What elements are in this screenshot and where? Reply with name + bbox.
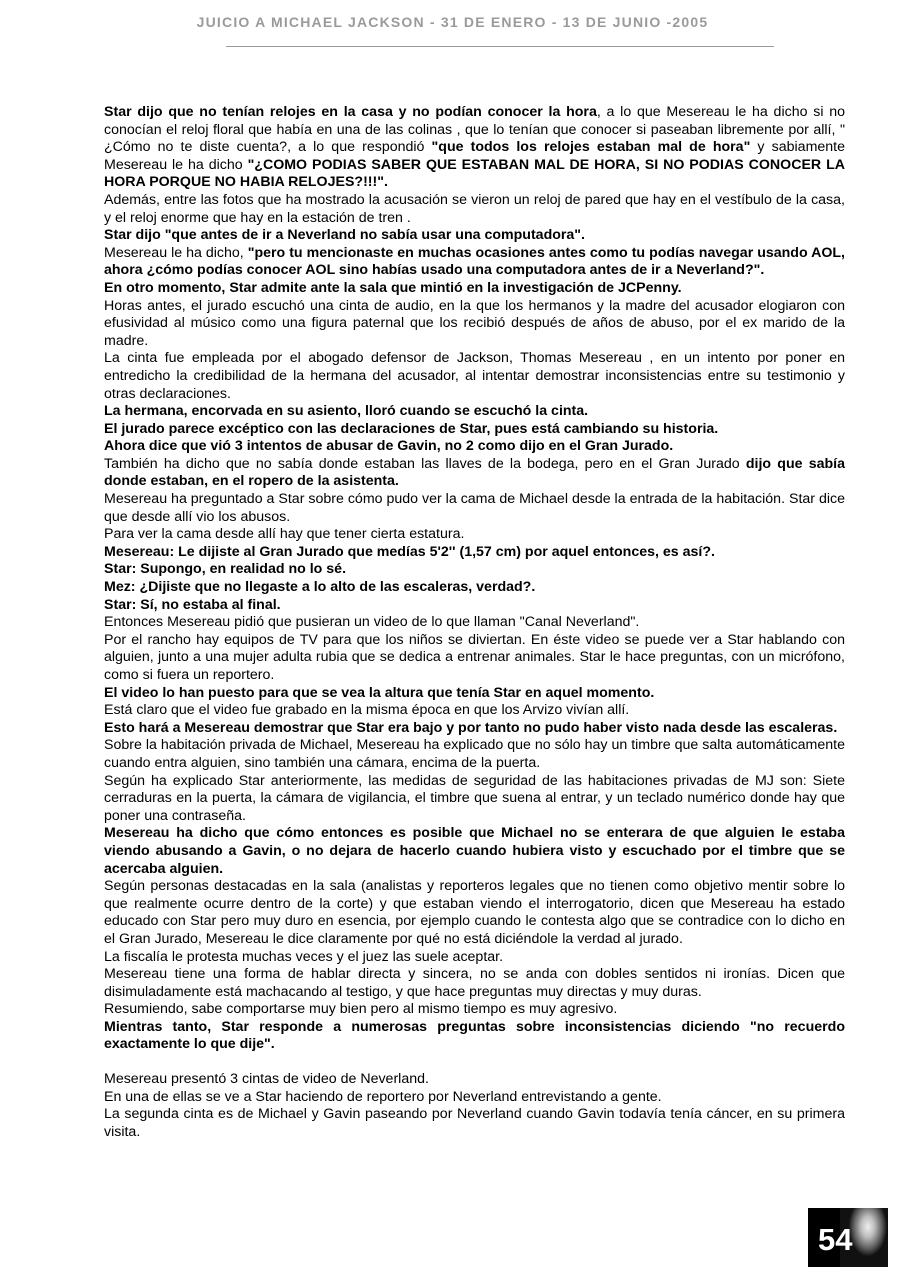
- paragraph: [104, 421, 845, 439]
- text-run: Horas antes, el jurado escuchó una cinta de audio, en la que los hermanos y la madre del acusador elogiaron con efusividad al músico como una figura paternal que los recibió después de años de abuso, por el ex marido de la madre.: [104, 297, 845, 349]
- paragraph: [104, 597, 845, 615]
- text-run: Según ha explicado Star anteriormente, las medidas de seguridad de las habitaciones privadas de MJ son: Siete cerraduras en la puerta, la cámara de vigilancia, el timbre que suena al entrar, y un teclado numérico donde hay que poner una contraseña.: [104, 772, 845, 824]
- text-run: y sabiamente Mesereau le ha dicho: [104, 139, 845, 173]
- paragraph: [104, 1019, 845, 1054]
- text-run: En una de ellas se ve a Star haciendo de reportero por Neverland entrevistando a gente.: [104, 1088, 662, 1105]
- paragraph: [104, 878, 845, 948]
- running-header: JUICIO A MICHAEL JACKSON - 31 DE ENERO - 13 DE JUNIO -2005: [196, 14, 709, 30]
- text-run: Está claro que el video fue grabado en la misma época en que los Arvizo vivían allí.: [104, 702, 630, 719]
- paragraph: [104, 720, 845, 738]
- text-run: Según personas destacadas en la sala (analistas y reporteros legales que no tienen como objetivo mentir sobre lo que realmente ocurre dentro de la corte) y que estaban viendo el interrogatorio, dicen que Mesereau ha estado educado con Star pero muy duro en esencia, por ejemplo cuando le contesta algo que se contradice con lo dicho en el Gran Jurado, Mesereau le dice claramente por qué no está diciéndole la verdad al jurado.: [104, 878, 845, 947]
- text-run: La cinta fue empleada por el abogado defensor de Jackson, Thomas Mesereau , en un intento por poner en entredicho la credibilidad de la hermana del acusador, al intentar demostrar inconsistencias entre su testimonio y otras declaraciones.: [104, 350, 845, 402]
- text-run: También ha dicho que no sabía donde estaban las llaves de la bodega, pero en el Gran Jurado: [104, 455, 746, 472]
- paragraph: [104, 825, 845, 878]
- text-run: Sobre la habitación privada de Michael, Mesereau ha explicado que no sólo hay un timbre que salta automáticamente cuando entra alguien, sino también una cámara, encima de la puerta.: [104, 737, 845, 771]
- paragraph: [104, 1089, 845, 1107]
- text-run: Resumiendo, sabe comportarse muy bien pero al mismo tiempo es muy agresivo.: [104, 1001, 618, 1018]
- text-run: Mesereau ha preguntado a Star sobre cómo pudo ver la cama de Michael desde la entrada de la habitación. Star dice que desde allí vio los abusos.: [104, 491, 845, 525]
- paragraph: [104, 403, 845, 421]
- text-run: Además, entre las fotos que ha mostrado la acusación se vieron un reloj de pared que hay en el vestíbulo de la casa, y el reloj enorme que hay en la estación de tren .: [104, 191, 845, 226]
- paragraph: [104, 1001, 845, 1019]
- paragraph: [104, 104, 845, 192]
- text-run: Para ver la cama desde allí hay que tener cierta estatura.: [104, 526, 465, 543]
- paragraph: [104, 245, 845, 280]
- paragraph: [104, 350, 845, 403]
- text-run: Mesereau tiene una forma de hablar directa y sincera, no se anda con dobles sentidos ni ironías. Dicen que disimuladamente está machacando al testigo, y que hace preguntas muy directas y muy duras.: [104, 966, 845, 1000]
- paragraph: [104, 298, 845, 351]
- bold-run: En otro momento, Star admite ante la sala que mintió en la investigación de JCPenny.: [104, 279, 682, 296]
- bold-run: Mez: ¿Dijiste que no llegaste a lo alto de las escaleras, verdad?.: [104, 579, 536, 596]
- text-run: La fiscalía le protesta muchas veces y el juez las suele aceptar.: [104, 948, 504, 965]
- paragraph: [104, 1071, 845, 1089]
- paragraph: [104, 544, 845, 562]
- text-run: Por el rancho hay equipos de TV para que los niños se diviertan. En éste video se puede ver a Star hablando con alguien, junto a una mujer adulta rubia que se dedica a entrenar animales. Star le hace preguntas, con un micrófono, como si fuera un reportero.: [104, 631, 845, 683]
- paragraph: [104, 579, 845, 597]
- bold-run: Mesereau: Le dijiste al Gran Jurado que medías 5'2'' (1,57 cm) por aquel entonces, es así?.: [104, 543, 715, 560]
- paragraph: [104, 526, 845, 544]
- bold-run: El video lo han puesto para que se vea la altura que tenía Star en aquel momento.: [104, 684, 655, 701]
- paragraph: [104, 632, 845, 685]
- paragraph: [104, 280, 845, 298]
- bold-run: "pero tu mencionaste en muchas ocasiones antes como tu podías navegar usando AOL, ahora ¿cómo podías conocer AOL sino habías usado una computadora antes de ir a Neverland?".: [104, 244, 845, 279]
- paragraph: [104, 966, 845, 1001]
- text-run: Mesereau presentó 3 cintas de video de Neverland.: [104, 1071, 429, 1088]
- bold-run: El jurado parece excéptico con las declaraciones de Star, pues está cambiando su historia.: [104, 420, 719, 437]
- article-body: [104, 104, 845, 1141]
- paragraph: [104, 438, 845, 456]
- paragraph: [104, 1106, 845, 1141]
- text-run: Entonces Mesereau pidió que pusieran un video de lo que llaman "Canal Neverland".: [104, 614, 640, 631]
- paragraph: [104, 614, 845, 632]
- paragraph: [104, 685, 845, 703]
- bold-run: La hermana, encorvada en su asiento, lloró cuando se escuchó la cinta.: [104, 403, 589, 420]
- text-run: , a lo que Mesereau le ha dicho si no conocían el reloj floral que había en una de las colinas , que lo tenían que conocer si paseaban libremente por allí, " ¿Cómo no te diste cuenta?, a lo que respondió: [104, 104, 845, 156]
- paragraph: [104, 737, 845, 772]
- paragraph: [104, 773, 845, 826]
- paragraph: [104, 561, 845, 579]
- bold-run: Star dijo "que antes de ir a Neverland no sabía usar una computadora".: [104, 227, 585, 244]
- text-run: La segunda cinta es de Michael y Gavin paseando por Neverland cuando Gavin todavía tenía cáncer, en su primera visita.: [104, 1106, 845, 1140]
- bold-run: "que todos los relojes estaban mal de hora": [431, 139, 751, 156]
- header-rule: [226, 46, 774, 47]
- bold-run: Esto hará a Mesereau demostrar que Star era bajo y por tanto no pudo haber visto nada desde las escaleras.: [104, 719, 838, 736]
- bold-run: "¿COMO PODIAS SABER QUE ESTABAN MAL DE HORA, SI NO PODIAS CONOCER LA HORA PORQUE NO HABIA RELOJES?!!!".: [104, 156, 845, 191]
- bold-run: Mesereau ha dicho que cómo entonces es posible que Michael no se enterara de que alguien le estaba viendo abusando a Gavin, o no dejara de hacerlo cuando hubiera visto y escuchado por el timbre que se acercaba alguien.: [104, 825, 845, 877]
- bold-run: Star: Supongo, en realidad no lo sé.: [104, 561, 347, 578]
- paragraph: [104, 456, 845, 491]
- bold-run: Mientras tanto, Star responde a numerosas preguntas sobre inconsistencias diciendo "no recuerdo exactamente lo que dije".: [104, 1018, 845, 1053]
- bold-run: dijo que sabía donde estaban, en el ropero de la asistenta.: [104, 455, 845, 490]
- paragraph: [104, 227, 845, 245]
- paragraph: [104, 192, 845, 227]
- paragraph: [104, 702, 845, 720]
- bold-run: Star: Sí, no estaba al final.: [104, 596, 281, 613]
- paragraph: [104, 491, 845, 526]
- page-badge: [808, 1208, 888, 1267]
- page-number: 54: [818, 1222, 853, 1257]
- text-run: Mesereau le ha dicho,: [104, 244, 248, 261]
- bold-run: Star dijo que no tenían relojes en la casa y no podían conocer la hora: [104, 104, 597, 120]
- bold-run: Ahora dice que vió 3 intentos de abusar de Gavin, no 2 como dijo en el Gran Jurado.: [104, 438, 674, 455]
- paragraph: [104, 949, 845, 967]
